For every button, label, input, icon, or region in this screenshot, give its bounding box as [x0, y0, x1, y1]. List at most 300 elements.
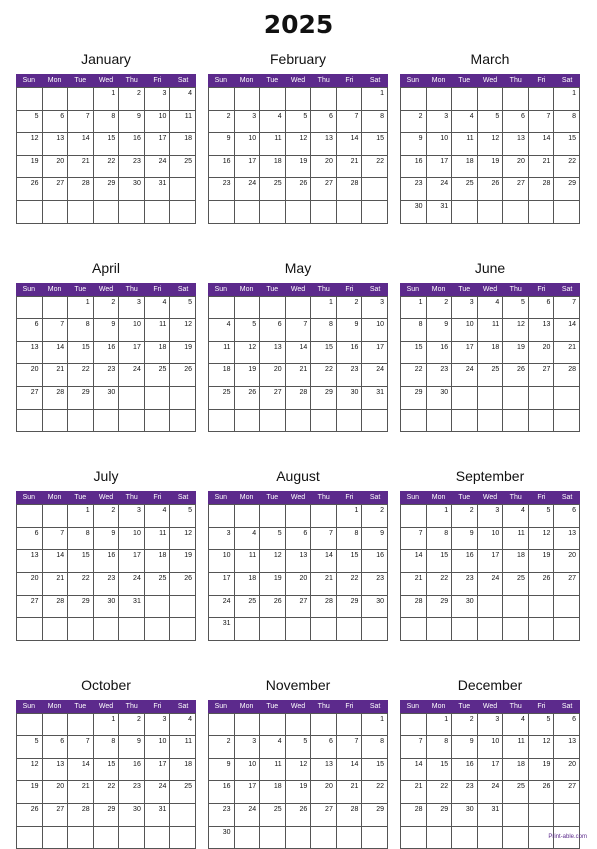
day-cell: 23 — [119, 156, 145, 179]
day-cell: 2 — [209, 111, 235, 134]
day-cell: 11 — [478, 319, 504, 342]
empty-cell — [68, 201, 94, 224]
day-cell: 13 — [311, 759, 337, 782]
weekday-label: Thu — [317, 702, 330, 710]
day-cell: 6 — [17, 528, 43, 551]
weekday-label: Fri — [345, 77, 354, 84]
day-cell: 18 — [170, 133, 196, 156]
day-cell: 27 — [554, 781, 580, 804]
weekday-label: Thu — [509, 77, 522, 84]
weekday-label: Thu — [509, 285, 522, 293]
day-cell: 12 — [478, 133, 504, 156]
day-cell: 22 — [554, 156, 580, 179]
day-cell: 17 — [452, 342, 478, 365]
empty-cell — [68, 618, 94, 641]
weekday-header — [16, 283, 196, 296]
weekday-label: Mon — [239, 77, 254, 84]
day-cell: 21 — [337, 156, 363, 179]
day-cell: 22 — [311, 364, 337, 387]
day-cell: 14 — [337, 133, 363, 156]
empty-cell — [427, 618, 453, 641]
day-cell: 3 — [427, 111, 453, 134]
weekday-label: Wed — [482, 77, 498, 84]
month-name: November — [265, 676, 331, 693]
day-cell: 13 — [311, 133, 337, 156]
day-cell: 4 — [503, 505, 529, 528]
weekday-label: Thu — [317, 77, 330, 84]
day-cell: 13 — [43, 759, 69, 782]
empty-cell — [401, 714, 427, 737]
day-cell: 10 — [235, 759, 261, 782]
empty-cell — [17, 505, 43, 528]
weekday-label: Thu — [509, 494, 522, 502]
empty-cell — [401, 505, 427, 528]
day-cell: 3 — [119, 505, 145, 528]
day-cell: 21 — [68, 156, 94, 179]
day-cell: 30 — [209, 827, 235, 849]
day-cell: 20 — [17, 573, 43, 596]
day-cell: 18 — [503, 759, 529, 782]
day-cell: 11 — [145, 528, 171, 551]
weekday-header — [208, 74, 388, 87]
weekday-label: Fri — [153, 77, 162, 84]
day-cell: 31 — [209, 618, 235, 641]
day-cell: 17 — [478, 550, 504, 573]
weekday-header — [400, 491, 580, 504]
day-cell: 13 — [17, 550, 43, 573]
empty-cell — [145, 387, 171, 410]
day-cell: 16 — [427, 342, 453, 365]
day-cell: 25 — [478, 364, 504, 387]
day-cell: 1 — [311, 297, 337, 320]
weekday-label: Fri — [153, 702, 162, 710]
empty-cell — [209, 297, 235, 320]
day-cell: 2 — [452, 505, 478, 528]
weekday-label: Tue — [74, 702, 87, 710]
empty-cell — [68, 410, 94, 433]
day-cell: 6 — [260, 319, 286, 342]
empty-cell — [209, 410, 235, 433]
day-cell: 29 — [401, 387, 427, 410]
empty-cell — [43, 714, 69, 737]
day-cell: 3 — [235, 111, 261, 134]
empty-cell — [401, 618, 427, 641]
day-cell: 14 — [337, 759, 363, 782]
weekday-header — [208, 491, 388, 504]
day-cell: 12 — [170, 528, 196, 551]
weekday-label: Wed — [290, 702, 306, 710]
weekday-label: Sat — [369, 494, 381, 502]
day-cell: 26 — [260, 596, 286, 619]
month-name: May — [284, 259, 312, 276]
day-cell: 26 — [286, 178, 312, 201]
weekday-label: Sun — [214, 77, 228, 84]
day-cell: 14 — [311, 550, 337, 573]
weekday-header — [208, 283, 388, 296]
day-cell: 4 — [478, 297, 504, 320]
calendar-title: 2025 — [263, 10, 334, 39]
day-cell: 4 — [145, 505, 171, 528]
day-cell: 16 — [362, 550, 388, 573]
day-cell: 15 — [337, 550, 363, 573]
day-cell: 15 — [427, 759, 453, 782]
empty-cell — [311, 88, 337, 111]
weekday-label: Tue — [266, 702, 279, 710]
empty-cell — [94, 618, 120, 641]
day-cell: 14 — [286, 342, 312, 365]
day-cell: 29 — [94, 804, 120, 827]
day-cell: 29 — [337, 596, 363, 619]
day-cell: 18 — [235, 573, 261, 596]
day-cell: 8 — [94, 111, 120, 134]
empty-cell — [260, 297, 286, 320]
day-cell: 22 — [362, 781, 388, 804]
empty-cell — [68, 88, 94, 111]
empty-cell — [427, 827, 453, 849]
empty-cell — [503, 387, 529, 410]
day-cell: 30 — [94, 387, 120, 410]
day-cell: 16 — [209, 156, 235, 179]
weekday-label: Wed — [290, 494, 306, 502]
day-cell: 20 — [529, 342, 555, 365]
day-cell: 6 — [554, 714, 580, 737]
day-cell: 20 — [43, 156, 69, 179]
day-cell: 18 — [503, 550, 529, 573]
day-cell: 8 — [554, 111, 580, 134]
day-cell: 13 — [554, 528, 580, 551]
month-name: August — [276, 468, 320, 485]
weekday-label: Fri — [537, 494, 546, 502]
empty-cell — [478, 88, 504, 111]
empty-cell — [119, 387, 145, 410]
day-cell: 19 — [170, 550, 196, 573]
empty-cell — [337, 618, 363, 641]
empty-cell — [529, 387, 555, 410]
day-cell: 15 — [554, 133, 580, 156]
empty-cell — [170, 804, 196, 827]
day-cell: 5 — [529, 714, 555, 737]
day-cell: 30 — [427, 387, 453, 410]
empty-cell — [503, 827, 529, 849]
day-cell: 24 — [209, 596, 235, 619]
day-cell: 9 — [209, 133, 235, 156]
day-cell: 15 — [68, 550, 94, 573]
day-grid — [208, 296, 388, 433]
day-cell: 13 — [17, 342, 43, 365]
day-cell: 24 — [145, 781, 171, 804]
day-grid — [16, 713, 196, 849]
month-august — [208, 467, 388, 641]
empty-cell — [43, 410, 69, 433]
day-cell: 25 — [170, 781, 196, 804]
day-cell: 8 — [362, 736, 388, 759]
weekday-label: Fri — [345, 702, 354, 710]
empty-cell — [452, 88, 478, 111]
empty-cell — [554, 804, 580, 827]
weekday-label: Tue — [74, 285, 87, 293]
day-cell: 12 — [170, 319, 196, 342]
day-cell: 1 — [362, 88, 388, 111]
empty-cell — [554, 410, 580, 433]
weekday-header — [208, 700, 388, 713]
weekday-label: Sat — [369, 702, 381, 710]
day-cell: 21 — [337, 781, 363, 804]
day-cell: 13 — [529, 319, 555, 342]
empty-cell — [478, 387, 504, 410]
day-cell: 28 — [337, 178, 363, 201]
weekday-label: Tue — [266, 77, 279, 84]
day-cell: 27 — [43, 804, 69, 827]
day-cell: 23 — [401, 178, 427, 201]
day-cell: 5 — [478, 111, 504, 134]
empty-cell — [452, 201, 478, 224]
day-cell: 23 — [452, 781, 478, 804]
weekday-label: Wed — [98, 285, 114, 293]
day-cell: 23 — [362, 573, 388, 596]
day-cell: 7 — [286, 319, 312, 342]
day-cell: 14 — [68, 759, 94, 782]
day-cell: 21 — [529, 156, 555, 179]
day-cell: 14 — [401, 759, 427, 782]
empty-cell — [503, 201, 529, 224]
day-cell: 11 — [170, 111, 196, 134]
empty-cell — [235, 505, 261, 528]
day-grid — [400, 87, 580, 224]
day-cell: 19 — [286, 781, 312, 804]
weekday-label: Sun — [214, 285, 228, 293]
day-cell: 26 — [17, 178, 43, 201]
day-grid — [400, 713, 580, 849]
day-cell: 30 — [401, 201, 427, 224]
month-january — [16, 50, 196, 224]
day-cell: 20 — [311, 156, 337, 179]
day-cell: 8 — [337, 528, 363, 551]
day-cell: 22 — [427, 573, 453, 596]
empty-cell — [337, 88, 363, 111]
weekday-label: Thu — [317, 285, 330, 293]
empty-cell — [145, 827, 171, 849]
empty-cell — [119, 827, 145, 849]
day-cell: 18 — [209, 364, 235, 387]
day-cell: 29 — [554, 178, 580, 201]
weekday-header — [400, 700, 580, 713]
empty-cell — [145, 618, 171, 641]
day-cell: 15 — [94, 133, 120, 156]
empty-cell — [260, 88, 286, 111]
day-cell: 25 — [170, 156, 196, 179]
day-cell: 22 — [427, 781, 453, 804]
empty-cell — [43, 88, 69, 111]
empty-cell — [452, 387, 478, 410]
day-grid — [400, 504, 580, 641]
day-cell: 3 — [209, 528, 235, 551]
day-cell: 4 — [260, 736, 286, 759]
day-cell: 8 — [94, 736, 120, 759]
weekday-label: Wed — [290, 285, 306, 293]
day-cell: 7 — [68, 111, 94, 134]
day-cell: 23 — [427, 364, 453, 387]
empty-cell — [529, 88, 555, 111]
day-cell: 14 — [43, 342, 69, 365]
empty-cell — [286, 827, 312, 849]
day-cell: 28 — [311, 596, 337, 619]
day-cell: 10 — [119, 528, 145, 551]
day-cell: 2 — [337, 297, 363, 320]
weekday-label: Sat — [369, 285, 381, 293]
empty-cell — [554, 618, 580, 641]
empty-cell — [554, 201, 580, 224]
empty-cell — [43, 618, 69, 641]
empty-cell — [209, 505, 235, 528]
day-cell: 10 — [235, 133, 261, 156]
day-cell: 24 — [427, 178, 453, 201]
day-cell: 21 — [286, 364, 312, 387]
day-cell: 23 — [119, 781, 145, 804]
day-cell: 26 — [286, 804, 312, 827]
day-cell: 16 — [119, 759, 145, 782]
day-cell: 1 — [68, 297, 94, 320]
day-cell: 17 — [119, 550, 145, 573]
empty-cell — [170, 178, 196, 201]
empty-cell — [478, 618, 504, 641]
weekday-label: Tue — [266, 494, 279, 502]
day-cell: 20 — [311, 781, 337, 804]
day-cell: 19 — [529, 550, 555, 573]
empty-cell — [260, 505, 286, 528]
day-cell: 9 — [452, 736, 478, 759]
day-cell: 25 — [145, 364, 171, 387]
day-cell: 31 — [362, 387, 388, 410]
day-cell: 8 — [427, 736, 453, 759]
empty-cell — [145, 410, 171, 433]
day-cell: 29 — [68, 596, 94, 619]
empty-cell — [170, 596, 196, 619]
empty-cell — [17, 201, 43, 224]
day-cell: 13 — [554, 736, 580, 759]
empty-cell — [68, 827, 94, 849]
day-cell: 23 — [209, 804, 235, 827]
day-cell: 30 — [94, 596, 120, 619]
month-june — [400, 259, 580, 433]
day-cell: 6 — [17, 319, 43, 342]
day-cell: 30 — [119, 804, 145, 827]
day-cell: 3 — [362, 297, 388, 320]
day-cell: 1 — [94, 714, 120, 737]
day-cell: 11 — [452, 133, 478, 156]
day-grid — [400, 296, 580, 433]
day-cell: 21 — [311, 573, 337, 596]
day-cell: 1 — [337, 505, 363, 528]
day-cell: 15 — [362, 133, 388, 156]
weekday-label: Sun — [214, 702, 228, 710]
empty-cell — [235, 88, 261, 111]
day-cell: 30 — [452, 804, 478, 827]
day-cell: 2 — [452, 714, 478, 737]
day-cell: 27 — [17, 387, 43, 410]
day-cell: 26 — [478, 178, 504, 201]
day-cell: 9 — [362, 528, 388, 551]
day-cell: 26 — [503, 364, 529, 387]
day-cell: 23 — [94, 364, 120, 387]
day-cell: 12 — [529, 736, 555, 759]
weekday-label: Sun — [22, 494, 36, 502]
empty-cell — [362, 410, 388, 433]
day-cell: 9 — [119, 111, 145, 134]
day-cell: 19 — [17, 156, 43, 179]
empty-cell — [311, 505, 337, 528]
weekday-label: Sun — [406, 77, 420, 84]
empty-cell — [529, 618, 555, 641]
months-grid — [16, 50, 580, 849]
empty-cell — [235, 410, 261, 433]
day-cell: 10 — [478, 736, 504, 759]
day-cell: 24 — [452, 364, 478, 387]
day-cell: 20 — [554, 759, 580, 782]
day-cell: 16 — [452, 759, 478, 782]
day-cell: 28 — [286, 387, 312, 410]
day-cell: 28 — [68, 804, 94, 827]
day-cell: 9 — [94, 528, 120, 551]
day-cell: 10 — [427, 133, 453, 156]
empty-cell — [452, 827, 478, 849]
weekday-label: Sun — [406, 494, 420, 502]
weekday-label: Wed — [482, 285, 498, 293]
weekday-label: Mon — [47, 702, 62, 710]
day-cell: 11 — [209, 342, 235, 365]
day-cell: 6 — [503, 111, 529, 134]
weekday-label: Fri — [345, 494, 354, 502]
day-cell: 5 — [170, 297, 196, 320]
weekday-header — [16, 700, 196, 713]
day-cell: 5 — [17, 111, 43, 134]
day-cell: 7 — [68, 736, 94, 759]
day-cell: 2 — [119, 88, 145, 111]
empty-cell — [478, 827, 504, 849]
day-cell: 28 — [68, 178, 94, 201]
day-cell: 27 — [529, 364, 555, 387]
weekday-label: Tue — [74, 77, 87, 84]
month-september — [400, 467, 580, 641]
weekday-label: Thu — [125, 702, 138, 710]
empty-cell — [478, 596, 504, 619]
empty-cell — [554, 387, 580, 410]
weekday-label: Thu — [125, 494, 138, 502]
weekday-label: Sat — [177, 494, 189, 502]
day-cell: 15 — [362, 759, 388, 782]
day-cell: 6 — [43, 111, 69, 134]
month-name: January — [81, 51, 131, 67]
weekday-label: Sat — [561, 285, 573, 293]
day-cell: 13 — [286, 550, 312, 573]
day-cell: 22 — [362, 156, 388, 179]
empty-cell — [286, 714, 312, 737]
day-cell: 28 — [401, 596, 427, 619]
empty-cell — [286, 505, 312, 528]
empty-cell — [119, 618, 145, 641]
empty-cell — [17, 297, 43, 320]
empty-cell — [170, 387, 196, 410]
day-cell: 21 — [68, 781, 94, 804]
empty-cell — [529, 201, 555, 224]
weekday-label: Sun — [22, 77, 36, 84]
day-cell: 7 — [43, 528, 69, 551]
day-cell: 20 — [17, 364, 43, 387]
day-cell: 28 — [529, 178, 555, 201]
day-cell: 19 — [286, 156, 312, 179]
day-cell: 27 — [311, 804, 337, 827]
day-cell: 4 — [260, 111, 286, 134]
day-cell: 13 — [260, 342, 286, 365]
